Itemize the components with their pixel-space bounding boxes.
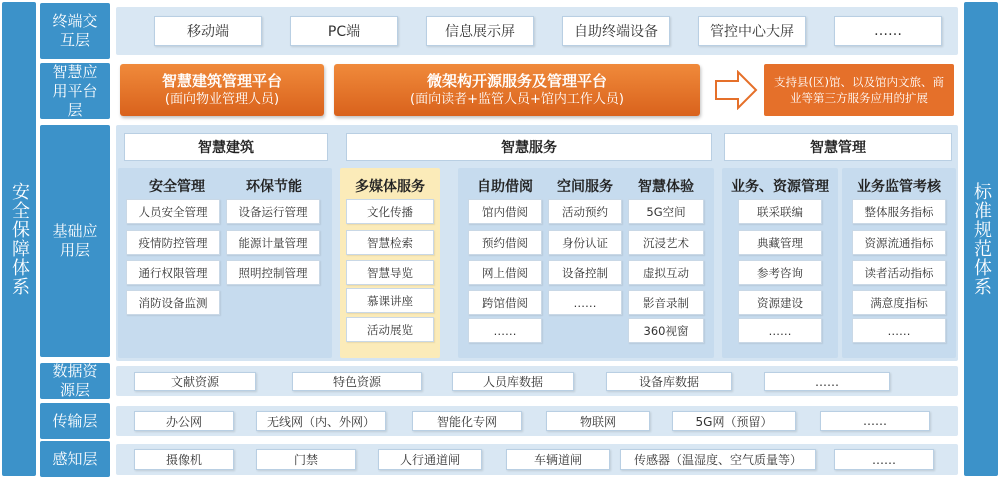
resource-item: 联采联编 bbox=[738, 199, 822, 224]
group-smart-service: 智慧服务 bbox=[346, 133, 712, 161]
transport-item: …… bbox=[820, 411, 930, 431]
media-item: 文化传播 bbox=[346, 199, 434, 224]
data-item: 人员库数据 bbox=[452, 372, 574, 391]
terminal-item: PC端 bbox=[290, 16, 398, 46]
media-item: 智慧检索 bbox=[346, 230, 434, 255]
green-item: 设备运行管理 bbox=[226, 199, 320, 224]
standards-system-bar: 标准规范体系 bbox=[964, 2, 998, 476]
group-smart-building: 智慧建筑 bbox=[124, 133, 328, 161]
safety-item: 疫情防控管理 bbox=[126, 230, 220, 255]
transport-layer-label: 传输层 bbox=[40, 403, 110, 439]
experience-title: 智慧体验 bbox=[638, 179, 694, 195]
service-platform-title: 微架构开源服务及管理平台 bbox=[426, 72, 607, 90]
media-item: 活动展览 bbox=[346, 317, 434, 342]
sensing-item: 摄像机 bbox=[134, 449, 234, 470]
resource-item: 参考咨询 bbox=[738, 260, 822, 285]
group-smart-management: 智慧管理 bbox=[724, 133, 952, 161]
borrow-item: 跨馆借阅 bbox=[468, 290, 542, 315]
space-item: 设备控制 bbox=[548, 260, 622, 285]
sensing-item: 车辆道闸 bbox=[506, 449, 610, 470]
terminal-layer-band bbox=[116, 7, 958, 55]
terminal-item: 移动端 bbox=[154, 16, 262, 46]
resource-item: 资源建设 bbox=[738, 290, 822, 315]
transport-item: 物联网 bbox=[546, 411, 650, 431]
safety-item: 人员安全管理 bbox=[126, 199, 220, 224]
sensing-item: 传感器（温湿度、空气质量等） bbox=[620, 449, 816, 470]
security-system-bar: 安全保障体系 bbox=[2, 2, 36, 476]
building-platform bbox=[120, 64, 324, 116]
terminal-layer-label: 终端交互层 bbox=[40, 3, 110, 59]
media-title: 多媒体服务 bbox=[355, 179, 425, 195]
sensing-layer-band bbox=[116, 444, 958, 475]
transport-layer-band bbox=[116, 406, 958, 436]
borrow-item: …… bbox=[468, 318, 542, 343]
data-item: 特色资源 bbox=[292, 372, 422, 391]
borrow-title: 自助借阅 bbox=[477, 179, 533, 195]
green-title: 环保节能 bbox=[246, 179, 302, 195]
borrow-item: 预约借阅 bbox=[468, 230, 542, 255]
assessment-item: 满意度指标 bbox=[852, 290, 946, 315]
building-platform-title: 智慧建筑管理平台 bbox=[161, 72, 282, 90]
base-layer-label: 基础应用层 bbox=[40, 125, 110, 357]
transport-item: 无线网（内、外网） bbox=[256, 411, 386, 431]
data-item: 文献资源 bbox=[134, 372, 256, 391]
sensing-item: …… bbox=[834, 449, 934, 470]
extension-arrow-icon bbox=[714, 70, 758, 110]
experience-item: 影音录制 bbox=[628, 290, 704, 315]
experience-item: 虚拟互动 bbox=[628, 260, 704, 285]
experience-item: 360视窗 bbox=[628, 318, 704, 343]
data-layer-band bbox=[116, 366, 958, 396]
sensing-item: 门禁 bbox=[256, 449, 356, 470]
extension-note: 支持县(区)馆、以及馆内文旅、商业等第三方服务应用的扩展 bbox=[764, 64, 954, 116]
safety-title: 安全管理 bbox=[149, 179, 205, 195]
transport-item: 5G网（预留） bbox=[672, 411, 796, 431]
space-item: …… bbox=[548, 290, 622, 315]
resource-item: …… bbox=[738, 318, 822, 343]
service-platform bbox=[334, 64, 700, 116]
assessment-item: …… bbox=[852, 318, 946, 343]
assessment-item: 读者活动指标 bbox=[852, 260, 946, 285]
media-item: 慕课讲座 bbox=[346, 288, 434, 313]
safety-item: 消防设备监测 bbox=[126, 290, 220, 315]
data-item: 设备库数据 bbox=[606, 372, 732, 391]
borrow-item: 馆内借阅 bbox=[468, 199, 542, 224]
safety-item: 通行权限管理 bbox=[126, 260, 220, 285]
experience-item: 沉浸艺术 bbox=[628, 230, 704, 255]
resource-title: 业务、资源管理 bbox=[731, 179, 829, 195]
transport-item: 办公网 bbox=[134, 411, 234, 431]
data-item: …… bbox=[764, 372, 890, 391]
transport-item: 智能化专网 bbox=[412, 411, 522, 431]
assessment-item: 资源流通指标 bbox=[852, 230, 946, 255]
terminal-item: 管控中心大屏 bbox=[698, 16, 806, 46]
terminal-item: 信息展示屏 bbox=[426, 16, 534, 46]
resource-item: 典藏管理 bbox=[738, 230, 822, 255]
terminal-item: …… bbox=[834, 16, 942, 46]
space-item: 身份认证 bbox=[548, 230, 622, 255]
building-platform-subtitle: (面向物业管理人员) bbox=[164, 92, 280, 107]
green-item: 能源计量管理 bbox=[226, 230, 320, 255]
media-item: 智慧导览 bbox=[346, 260, 434, 285]
data-layer-label: 数据资源层 bbox=[40, 363, 110, 399]
space-item: 活动预约 bbox=[548, 199, 622, 224]
borrow-item: 网上借阅 bbox=[468, 260, 542, 285]
terminal-item: 自助终端设备 bbox=[562, 16, 670, 46]
green-item: 照明控制管理 bbox=[226, 260, 320, 285]
assessment-title: 业务监管考核 bbox=[857, 179, 941, 195]
service-platform-subtitle: (面向读者+监管人员+馆内工作人员) bbox=[410, 92, 624, 107]
sensing-item: 人行通道闸 bbox=[378, 449, 482, 470]
experience-item: 5G空间 bbox=[628, 199, 704, 224]
sensing-layer-label: 感知层 bbox=[40, 441, 110, 477]
space-title: 空间服务 bbox=[557, 179, 613, 195]
app-layer-label: 智慧应用平台层 bbox=[40, 63, 110, 119]
assessment-item: 整体服务指标 bbox=[852, 199, 946, 224]
